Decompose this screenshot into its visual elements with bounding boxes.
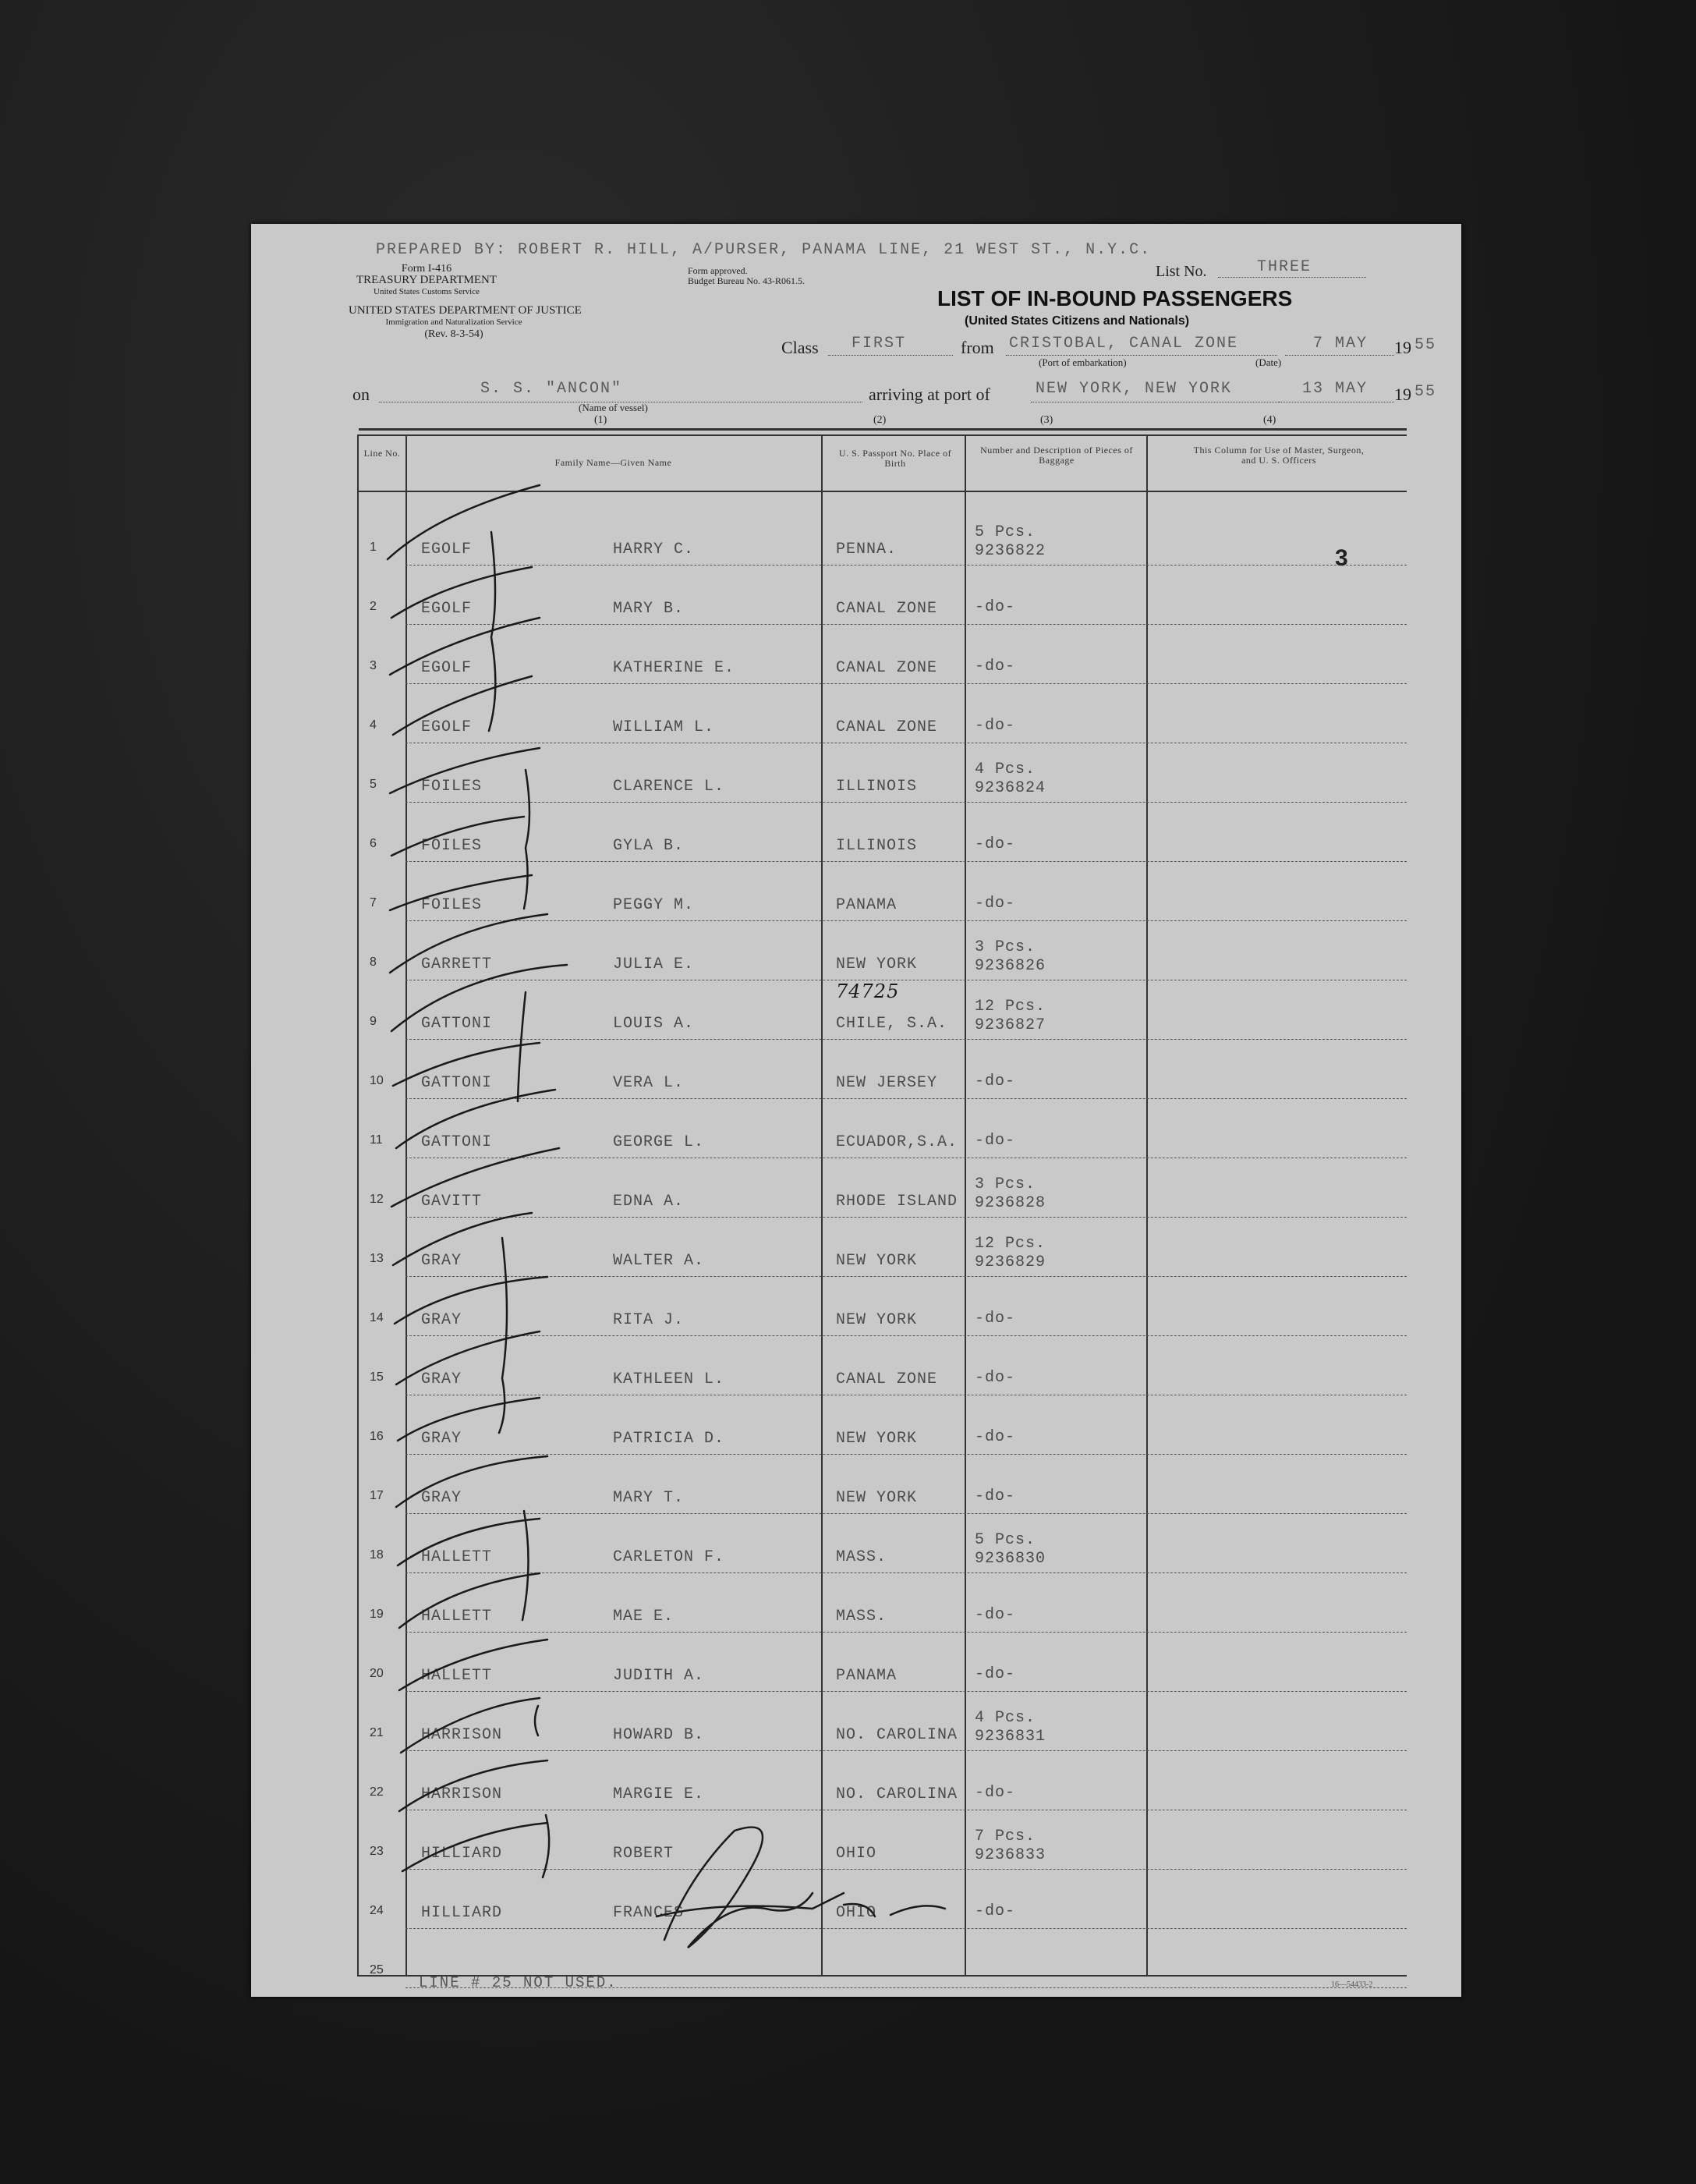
baggage-pieces: -do- — [975, 1487, 1016, 1505]
place-of-birth: NEW YORK — [836, 1489, 918, 1507]
given-name: PEGGY M. — [613, 896, 695, 914]
class-field — [828, 333, 953, 356]
arrival-date-field — [1279, 378, 1394, 402]
table-row — [359, 921, 1407, 980]
line-number: 2 — [370, 600, 377, 613]
place-of-birth: MASS. — [836, 1608, 887, 1626]
place-of-birth: CANAL ZONE — [836, 600, 938, 618]
place-of-birth: ECUADOR,S.A. — [836, 1133, 958, 1151]
place-of-birth: CANAL ZONE — [836, 1370, 938, 1388]
baggage-pieces: 5 Pcs. — [975, 523, 1036, 541]
form-approved: Form approved. — [688, 265, 748, 276]
baggage-check-number: 9236822 — [975, 542, 1046, 560]
from-port: CRISTOBAL, CANAL ZONE — [1009, 335, 1239, 353]
baggage-check-number: 9236828 — [975, 1194, 1046, 1212]
family-name: GRAY — [421, 1252, 462, 1270]
col-number-4: (4) — [1263, 414, 1276, 426]
given-name: HOWARD B. — [613, 1726, 705, 1744]
baggage-pieces: -do- — [975, 1369, 1016, 1387]
officer-note: 3 — [1335, 545, 1349, 571]
family-name: GRAY — [421, 1430, 462, 1448]
treasury-dept: TREASURY DEPARTMENT — [356, 274, 497, 286]
justice-block — [349, 304, 582, 340]
given-name: MARY T. — [613, 1489, 685, 1507]
col-officers-header: This Column for Use of Master, Surgeon, and U. S. Officers — [1193, 445, 1365, 466]
place-of-birth: NEW YORK — [836, 956, 918, 973]
given-name: CARLETON F. — [613, 1548, 725, 1566]
family-name: GRAY — [421, 1489, 462, 1507]
baggage-pieces: 5 Pcs. — [975, 1531, 1036, 1549]
table-row — [359, 803, 1407, 862]
family-name: EGOLF — [421, 541, 473, 558]
family-name: EGOLF — [421, 600, 473, 618]
col-number-3: (3) — [1040, 414, 1053, 426]
baggage-pieces: 4 Pcs. — [975, 1709, 1036, 1727]
baggage-pieces: -do- — [975, 1665, 1016, 1683]
arrival-year-prefix: 19 — [1394, 385, 1411, 404]
family-name: GATTONI — [421, 1074, 493, 1092]
baggage-pieces: 12 Pcs. — [975, 998, 1046, 1016]
form-number: Form I-416 — [401, 263, 452, 275]
given-name: WALTER A. — [613, 1252, 705, 1270]
line-25-note: LINE # 25 NOT USED. — [419, 1974, 618, 1991]
justice-dept: UNITED STATES DEPARTMENT OF JUSTICE — [349, 304, 582, 317]
from-date: 7 MAY — [1313, 335, 1368, 353]
baggage-pieces: 3 Pcs. — [975, 938, 1036, 956]
given-name: MARGIE E. — [613, 1785, 705, 1803]
line-number: 20 — [370, 1667, 384, 1680]
header-rule — [359, 491, 1407, 492]
table-row — [359, 862, 1407, 921]
from-date-field — [1285, 333, 1394, 356]
family-name: FOILES — [421, 837, 483, 855]
table-row — [359, 566, 1407, 625]
line-number: 4 — [370, 718, 377, 732]
table-row — [359, 1633, 1407, 1692]
manifest-page — [251, 224, 1461, 1997]
arrival-port-field — [1031, 378, 1279, 402]
table-row — [359, 1099, 1407, 1158]
passenger-table — [357, 434, 1407, 1977]
line-number: 1 — [370, 541, 377, 554]
table-row — [359, 980, 1407, 1040]
family-name: GRAY — [421, 1370, 462, 1388]
given-name: WILLIAM L. — [613, 718, 715, 736]
handwritten-passport-note: 74725 — [836, 980, 900, 1002]
line-number: 21 — [370, 1726, 384, 1739]
customs-service: United States Customs Service — [374, 287, 480, 296]
given-name: KATHLEEN L. — [613, 1370, 725, 1388]
line-number: 5 — [370, 778, 377, 791]
table-row — [359, 1455, 1407, 1514]
page-subtitle: (United States Citizens and Nationals) — [965, 314, 1190, 328]
class-label: Class — [781, 338, 819, 357]
given-name: RITA J. — [613, 1311, 685, 1329]
baggage-check-number: 9236829 — [975, 1253, 1046, 1271]
line-number: 15 — [370, 1370, 384, 1384]
family-name: GATTONI — [421, 1015, 493, 1033]
vessel-caption: (Name of vessel) — [579, 402, 648, 413]
place-of-birth: OHIO — [836, 1904, 877, 1922]
baggage-pieces: 7 Pcs. — [975, 1828, 1036, 1845]
form-block — [337, 263, 516, 298]
arrival-year: 55 — [1415, 383, 1437, 401]
place-of-birth: NEW YORK — [836, 1311, 918, 1329]
line-number: 7 — [370, 896, 377, 909]
table-row — [359, 684, 1407, 743]
given-name: MAE E. — [613, 1608, 675, 1626]
arriving-label: arriving at port of — [869, 385, 990, 404]
family-name: GRAY — [421, 1311, 462, 1329]
given-name: FRANCES — [613, 1904, 685, 1922]
given-name: ROBERT — [613, 1845, 675, 1863]
table-row — [359, 1573, 1407, 1633]
family-name: HALLETT — [421, 1548, 493, 1566]
ins-service: Immigration and Naturalization Service — [385, 317, 522, 327]
family-name: GARRETT — [421, 956, 493, 973]
place-of-birth: CANAL ZONE — [836, 659, 938, 677]
baggage-pieces: -do- — [975, 1132, 1016, 1150]
line-number: 16 — [370, 1430, 384, 1443]
place-of-birth: PANAMA — [836, 1667, 898, 1685]
family-name: GATTONI — [421, 1133, 493, 1151]
line-number: 14 — [370, 1311, 384, 1324]
given-name: PATRICIA D. — [613, 1430, 725, 1448]
family-name: HILLIARD — [421, 1904, 503, 1922]
col-passport-header: U. S. Passport No. Place of Birth — [838, 448, 952, 469]
print-code: 16—54433-2 — [1331, 1980, 1373, 1989]
given-name: LOUIS A. — [613, 1015, 695, 1033]
baggage-pieces: -do- — [975, 1310, 1016, 1328]
family-name: EGOLF — [421, 718, 473, 736]
line-number: 25 — [370, 1963, 384, 1977]
from-label: from — [961, 338, 994, 357]
table-row — [359, 1514, 1407, 1573]
prepared-by-line: PREPARED BY: ROBERT R. HILL, A/PURSER, PANAMA LINE, 21 WEST ST., N.Y.C. — [376, 241, 1152, 259]
col-number-2: (2) — [873, 414, 887, 426]
family-name: FOILES — [421, 778, 483, 796]
baggage-pieces: 4 Pcs. — [975, 760, 1036, 778]
table-row — [359, 1336, 1407, 1395]
line-number: 10 — [370, 1074, 384, 1087]
given-name: VERA L. — [613, 1074, 685, 1092]
baggage-pieces: -do- — [975, 895, 1016, 913]
baggage-pieces: -do- — [975, 1902, 1016, 1920]
vessel-field — [379, 378, 862, 402]
place-of-birth: NEW JERSEY — [836, 1074, 938, 1092]
given-name: EDNA A. — [613, 1193, 685, 1211]
line-number: 12 — [370, 1193, 384, 1206]
baggage-check-number: 9236824 — [975, 779, 1046, 797]
line-number: 6 — [370, 837, 377, 850]
baggage-check-number: 9236830 — [975, 1550, 1046, 1568]
table-row — [359, 1692, 1407, 1751]
from-year-prefix: 19 — [1394, 338, 1411, 357]
table-row — [359, 1870, 1407, 1929]
line-number: 3 — [370, 659, 377, 672]
table-row — [359, 1158, 1407, 1218]
col-baggage-header: Number and Description of Pieces of Baggage — [980, 445, 1133, 466]
top-rule — [359, 428, 1407, 431]
given-name: GEORGE L. — [613, 1133, 705, 1151]
line-number: 22 — [370, 1785, 384, 1799]
family-name: HALLETT — [421, 1608, 493, 1626]
place-of-birth: NO. CAROLINA — [836, 1785, 958, 1803]
table-row — [359, 1277, 1407, 1336]
table-row — [359, 1040, 1407, 1099]
given-name: MARY B. — [613, 600, 685, 618]
line-number: 17 — [370, 1489, 384, 1502]
baggage-check-number: 9236826 — [975, 957, 1046, 975]
date-caption: (Date) — [1255, 356, 1282, 368]
given-name: GYLA B. — [613, 837, 685, 855]
approval-block — [688, 266, 805, 286]
page-title: LIST OF IN-BOUND PASSENGERS — [937, 286, 1293, 310]
baggage-pieces: -do- — [975, 835, 1016, 853]
col-number-1: (1) — [594, 414, 607, 426]
baggage-pieces: -do- — [975, 1606, 1016, 1624]
table-row — [359, 1218, 1407, 1277]
line-number: 13 — [370, 1252, 384, 1265]
family-name: FOILES — [421, 896, 483, 914]
col-name-header: Family Name—Given Name — [554, 457, 672, 468]
given-name: HARRY C. — [613, 541, 695, 558]
list-no-label: List No. — [1156, 263, 1207, 280]
table-row — [359, 625, 1407, 684]
baggage-pieces: -do- — [975, 598, 1016, 616]
place-of-birth: NO. CAROLINA — [836, 1726, 958, 1744]
baggage-check-number: 9236827 — [975, 1016, 1046, 1034]
table-row — [359, 1751, 1407, 1810]
family-name: HARRISON — [421, 1726, 503, 1744]
place-of-birth: RHODE ISLAND — [836, 1193, 958, 1211]
baggage-check-number: 9236833 — [975, 1846, 1046, 1864]
family-name: HARRISON — [421, 1785, 503, 1803]
place-of-birth: ILLINOIS — [836, 778, 918, 796]
baggage-pieces: 3 Pcs. — [975, 1175, 1036, 1193]
line-number: 18 — [370, 1548, 384, 1562]
arrival-port: NEW YORK, NEW YORK — [1036, 380, 1233, 398]
baggage-pieces: 12 Pcs. — [975, 1235, 1046, 1253]
place-of-birth: ILLINOIS — [836, 837, 918, 855]
table-row — [359, 1395, 1407, 1455]
arrival-date: 13 MAY — [1302, 380, 1368, 398]
vessel-name: S. S. "ANCON" — [480, 380, 623, 398]
baggage-pieces: -do- — [975, 1784, 1016, 1802]
line-number: 8 — [370, 956, 377, 969]
given-name: CLARENCE L. — [613, 778, 725, 796]
family-name: HALLETT — [421, 1667, 493, 1685]
line-number: 19 — [370, 1608, 384, 1621]
list-no-value: THREE — [1257, 258, 1312, 276]
line-number: 9 — [370, 1015, 377, 1028]
baggage-pieces: -do- — [975, 717, 1016, 735]
baggage-pieces: -do- — [975, 658, 1016, 675]
line-number: 24 — [370, 1904, 384, 1917]
family-name: HILLIARD — [421, 1845, 503, 1863]
budget-bureau: Budget Bureau No. 43-R061.5. — [688, 275, 805, 286]
place-of-birth: CANAL ZONE — [836, 718, 938, 736]
given-name: JULIA E. — [613, 956, 695, 973]
line-number: 11 — [370, 1133, 383, 1147]
col-line-no-header: Line No. — [363, 448, 401, 459]
place-of-birth: OHIO — [836, 1845, 877, 1863]
place-of-birth: PENNA. — [836, 541, 898, 558]
baggage-pieces: -do- — [975, 1072, 1016, 1090]
class-value: FIRST — [852, 335, 907, 353]
baggage-check-number: 9236831 — [975, 1728, 1046, 1746]
port-embark-caption: (Port of embarkation) — [1039, 356, 1127, 368]
table-row — [359, 1810, 1407, 1870]
place-of-birth: CHILE, S.A. — [836, 1015, 948, 1033]
place-of-birth: NEW YORK — [836, 1252, 918, 1270]
on-label: on — [352, 385, 370, 404]
family-name: EGOLF — [421, 659, 473, 677]
line-number: 23 — [370, 1845, 384, 1858]
table-row — [359, 506, 1407, 571]
given-name: KATHERINE E. — [613, 659, 735, 677]
given-name: JUDITH A. — [613, 1667, 705, 1685]
from-field — [1006, 333, 1277, 356]
family-name: GAVITT — [421, 1193, 483, 1211]
baggage-pieces: -do- — [975, 1428, 1016, 1446]
list-no-field — [1218, 258, 1366, 278]
revision-date: (Rev. 8-3-54) — [424, 328, 483, 340]
place-of-birth: PANAMA — [836, 896, 898, 914]
place-of-birth: NEW YORK — [836, 1430, 918, 1448]
from-year: 55 — [1415, 336, 1437, 354]
place-of-birth: MASS. — [836, 1548, 887, 1566]
table-row — [359, 743, 1407, 803]
